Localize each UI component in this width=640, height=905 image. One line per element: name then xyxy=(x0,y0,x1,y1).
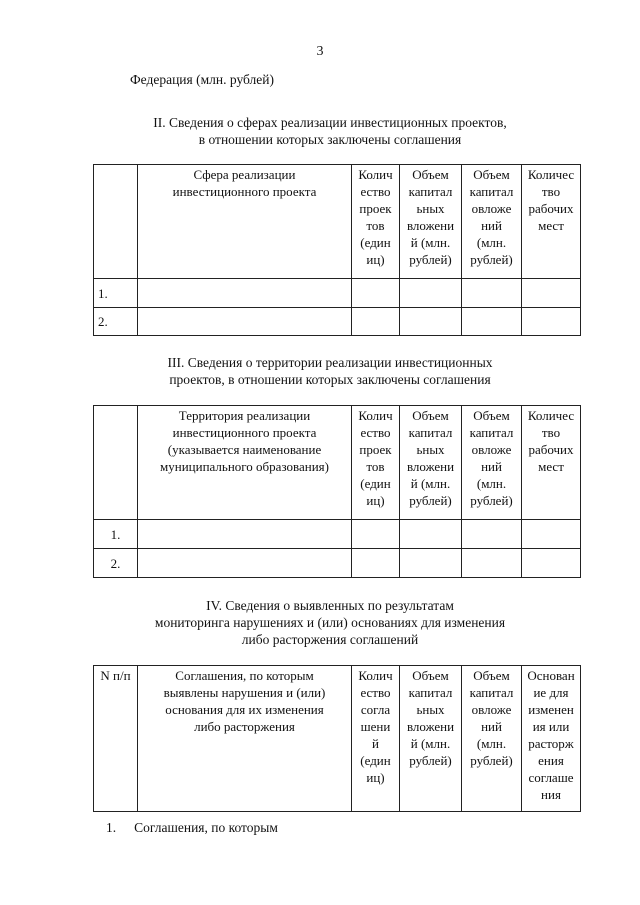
header-line: тов xyxy=(366,218,385,233)
header-line: Колич xyxy=(358,167,393,182)
table-cell xyxy=(522,520,581,549)
heading-line: III. Сведения о территории реализации инвестиционных xyxy=(167,355,493,370)
table-cell xyxy=(138,549,352,578)
header-line: Колич xyxy=(358,408,393,423)
section4-item xyxy=(106,820,296,836)
table-header-row xyxy=(94,406,581,520)
header-line: Соглашения, по которым xyxy=(175,668,314,683)
header-line: рублей) xyxy=(409,252,452,267)
header-line: ьных xyxy=(416,702,445,717)
header-line: рабочих xyxy=(528,442,574,457)
header-line: Количес xyxy=(527,167,575,182)
header-line: согла xyxy=(360,702,391,717)
header-line: Сфера реализации xyxy=(193,167,296,182)
header-line: Объем xyxy=(412,408,449,423)
header-line: ие для xyxy=(533,685,569,700)
header-line: расторж xyxy=(528,736,574,751)
header-cell xyxy=(522,406,581,520)
header-line: рублей) xyxy=(470,753,513,768)
header-line: (един xyxy=(360,235,391,250)
header-line: инвестиционного проекта xyxy=(172,425,317,440)
table-cell xyxy=(352,549,400,578)
header-line: й (млн. xyxy=(410,736,451,751)
header-line: ество xyxy=(360,425,391,440)
heading-line: IV. Сведения о выявленных по результатам xyxy=(206,598,454,613)
header-line: выявлены нарушения и (или) xyxy=(163,685,326,700)
item-number: 1. xyxy=(106,820,117,835)
header-cell xyxy=(94,165,138,279)
header-cell xyxy=(400,406,462,520)
table-cell xyxy=(352,520,400,549)
section2-table xyxy=(93,164,581,336)
header-line: Территория реализации xyxy=(178,408,311,423)
header-line: Колич xyxy=(358,668,393,683)
table-cell xyxy=(138,308,352,336)
header-line: тво xyxy=(541,425,561,440)
header-cell xyxy=(352,406,400,520)
section3-heading xyxy=(60,354,600,388)
header-line: й xyxy=(372,736,379,751)
table-cell xyxy=(400,279,462,308)
table-cell xyxy=(462,549,522,578)
header-line: Объем xyxy=(412,668,449,683)
table-cell xyxy=(462,520,522,549)
header-line: мест xyxy=(538,459,564,474)
header-cell xyxy=(94,406,138,520)
table-row xyxy=(94,308,581,336)
header-line: иц) xyxy=(366,493,385,508)
header-line: рублей) xyxy=(470,493,513,508)
header-line: соглаше xyxy=(528,770,574,785)
table-row xyxy=(94,520,581,549)
table-cell xyxy=(522,549,581,578)
heading-line: либо расторжения соглашений xyxy=(241,632,419,647)
header-line: рабочих xyxy=(528,201,574,216)
header-line: проек xyxy=(359,201,392,216)
header-line: овложе xyxy=(471,201,512,216)
header-line: изменен xyxy=(528,702,574,717)
header-line: Объем xyxy=(473,167,510,182)
table-cell xyxy=(400,549,462,578)
header-line: (един xyxy=(360,753,391,768)
header-line: овложе xyxy=(471,442,512,457)
continuation-text: Федерация (млн. рублей) xyxy=(130,72,274,87)
header-line: ия или xyxy=(532,719,570,734)
heading-line: мониторинга нарушениях и (или) основаниях для изменения xyxy=(154,615,506,630)
table-cell xyxy=(400,520,462,549)
header-line: ество xyxy=(360,184,391,199)
header-line: рублей) xyxy=(409,493,452,508)
table-row xyxy=(94,279,581,308)
header-cell xyxy=(462,165,522,279)
header-cell xyxy=(522,165,581,279)
header-line: капитал xyxy=(469,184,514,199)
table-cell xyxy=(352,279,400,308)
header-line: капитал xyxy=(469,425,514,440)
header-line: N п/п xyxy=(100,668,131,683)
page-number: 3 xyxy=(316,44,324,59)
item-text: Соглашения, по которым xyxy=(134,820,278,835)
section4-heading xyxy=(60,597,600,648)
table-row xyxy=(94,549,581,578)
header-line: капитал xyxy=(408,184,453,199)
header-line: вложени xyxy=(406,459,455,474)
header-cell xyxy=(138,165,352,279)
header-line: й (млн. xyxy=(410,476,451,491)
header-line: (указывается наименование xyxy=(167,442,322,457)
header-line: ения xyxy=(538,753,564,768)
header-line: (млн. xyxy=(476,476,507,491)
header-cell xyxy=(462,406,522,520)
header-line: мест xyxy=(538,218,564,233)
table-cell xyxy=(138,520,352,549)
header-cell xyxy=(352,165,400,279)
table-cell xyxy=(462,308,522,336)
header-cell xyxy=(94,666,138,812)
section2-heading xyxy=(60,114,600,148)
header-line: Объем xyxy=(412,167,449,182)
header-line: проек xyxy=(359,442,392,457)
heading-line: проектов, в отношении которых заключены соглашения xyxy=(169,372,491,387)
header-line: шени xyxy=(360,719,391,734)
row-number: 2. xyxy=(94,308,138,336)
table-cell xyxy=(462,279,522,308)
header-line: основания для их изменения xyxy=(165,702,324,717)
table-cell xyxy=(400,308,462,336)
header-line: Основан xyxy=(527,668,575,683)
table-cell xyxy=(522,279,581,308)
header-line: (млн. xyxy=(476,736,507,751)
header-line: ний xyxy=(481,719,502,734)
header-line: тво xyxy=(541,184,561,199)
header-line: иц) xyxy=(366,770,385,785)
header-line: ьных xyxy=(416,442,445,457)
header-line: ество xyxy=(360,685,391,700)
header-cell xyxy=(138,406,352,520)
header-line: тов xyxy=(366,459,385,474)
header-line: инвестиционного проекта xyxy=(172,184,317,199)
header-line: (един xyxy=(360,476,391,491)
section3-table xyxy=(93,405,581,578)
table-cell xyxy=(352,308,400,336)
heading-line: в отношении которых заключены соглашения xyxy=(198,132,462,147)
table-cell xyxy=(138,279,352,308)
header-line: овложе xyxy=(471,702,512,717)
header-line: ьных xyxy=(416,201,445,216)
heading-line: II. Сведения о сферах реализации инвестиционных проектов, xyxy=(153,115,507,130)
header-line: ния xyxy=(541,787,561,802)
header-line: иц) xyxy=(366,252,385,267)
header-line: вложени xyxy=(406,719,455,734)
header-line: вложени xyxy=(406,218,455,233)
header-cell xyxy=(400,666,462,812)
header-line: ний xyxy=(481,218,502,233)
header-line: (млн. xyxy=(476,235,507,250)
header-cell xyxy=(522,666,581,812)
header-line: Количес xyxy=(527,408,575,423)
row-number: 1. xyxy=(94,520,138,549)
table-header-row xyxy=(94,165,581,279)
header-line: рублей) xyxy=(470,252,513,267)
header-cell xyxy=(352,666,400,812)
row-number: 1. xyxy=(94,279,138,308)
header-line: капитал xyxy=(408,685,453,700)
header-line: й (млн. xyxy=(410,235,451,250)
table-cell xyxy=(522,308,581,336)
header-line: ний xyxy=(481,459,502,474)
table-header-row xyxy=(94,666,581,812)
header-cell xyxy=(138,666,352,812)
header-cell xyxy=(400,165,462,279)
header-line: муниципального образования) xyxy=(160,459,329,474)
header-line: Объем xyxy=(473,408,510,423)
header-line: Объем xyxy=(473,668,510,683)
row-number: 2. xyxy=(94,549,138,578)
section4-table xyxy=(93,665,581,812)
header-cell xyxy=(462,666,522,812)
header-line: капитал xyxy=(408,425,453,440)
header-line: рублей) xyxy=(409,753,452,768)
header-line: капитал xyxy=(469,685,514,700)
header-line: либо расторжения xyxy=(194,719,295,734)
